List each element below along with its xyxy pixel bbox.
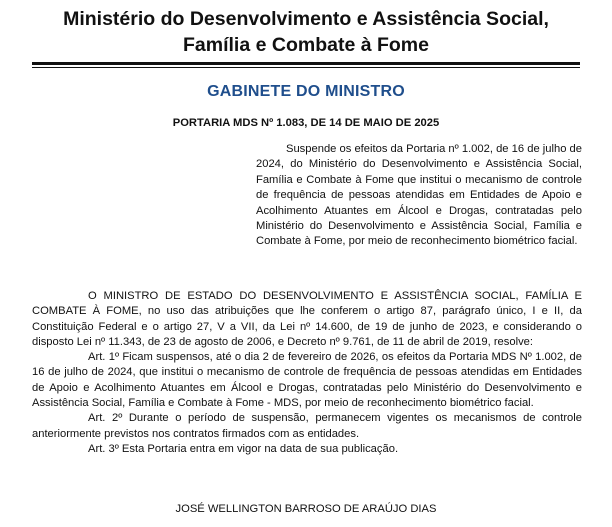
article-2: Art. 2º Durante o período de suspensão, permanecem vigentes os mecanismos de controle anteriormente previstos nos contratos firmados com as entidades. [32,412,582,440]
ministry-header [0,6,612,58]
ministry-name-line-2: Família e Combate à Fome [183,34,429,56]
header-rule-thin [32,67,580,68]
signature: JOSÉ WELLINGTON BARROSO DE ARAÚJO DIAS [175,503,437,515]
section-title: GABINETE DO MINISTRO [207,83,405,100]
article-3: Art. 3º Esta Portaria entra em vigor na data de sua publicação. [88,442,399,455]
portaria-title: PORTARIA MDS Nº 1.083, DE 14 DE MAIO DE 2025 [172,117,440,129]
ministry-name-line-1: Ministério do Desenvolvimento e Assistência Social, [63,8,549,30]
ementa-block [256,142,582,250]
preamble-paragraph: O MINISTRO DE ESTADO DO DESENVOLVIMENTO E ASSISTÊNCIA SOCIAL, FAMÍLIA E COMBATE À FOME, no uso das atribuições que lhe conferem o artigo 87, parágrafo único, I e II, da Constituição Federal e o artigo 27, V a VII, da Lei nº 14.600, de 19 de junho de 2023, e considerando o disposto Lei nº 11.343, de 23 de agosto de 2006, e Decreto nº 9.761, de 11 de abril de 2019, resolve: [32,290,582,348]
document-body [32,289,582,457]
article-1: Art. 1º Ficam suspensos, até o dia 2 de fevereiro de 2026, os efeitos da Portaria MDS Nº 1.002, de 16 de julho de 2024, que institui o mecanismo de controle de frequência de pessoas atendidas em Entidades de Apoio e Acolhimento Atuantes em Álcool e Drogas, contratadas pelo Ministério do Desenvolvimento e Assistência Social, Família e Combate à Fome - MDS, por meio de reconhecimento biométrico facial. [32,351,582,410]
ementa-text: Suspende os efeitos da Portaria nº 1.002, de 16 de julho de 2024, do Ministério do Desenvolvimento e Assistência Social, Família e Combate à Fome que institui o mecanismo de controle de frequência de pessoas atendidas em Entidades de Apoio e Acolhimento Atuantes em Álcool e Drogas, contratadas pelo Ministério do Desenvolvimento e Assistência Social, Família e Combate à Fome, por meio de reconhecimento biométrico facial. [256,143,582,248]
header-rule-thick [32,62,580,65]
